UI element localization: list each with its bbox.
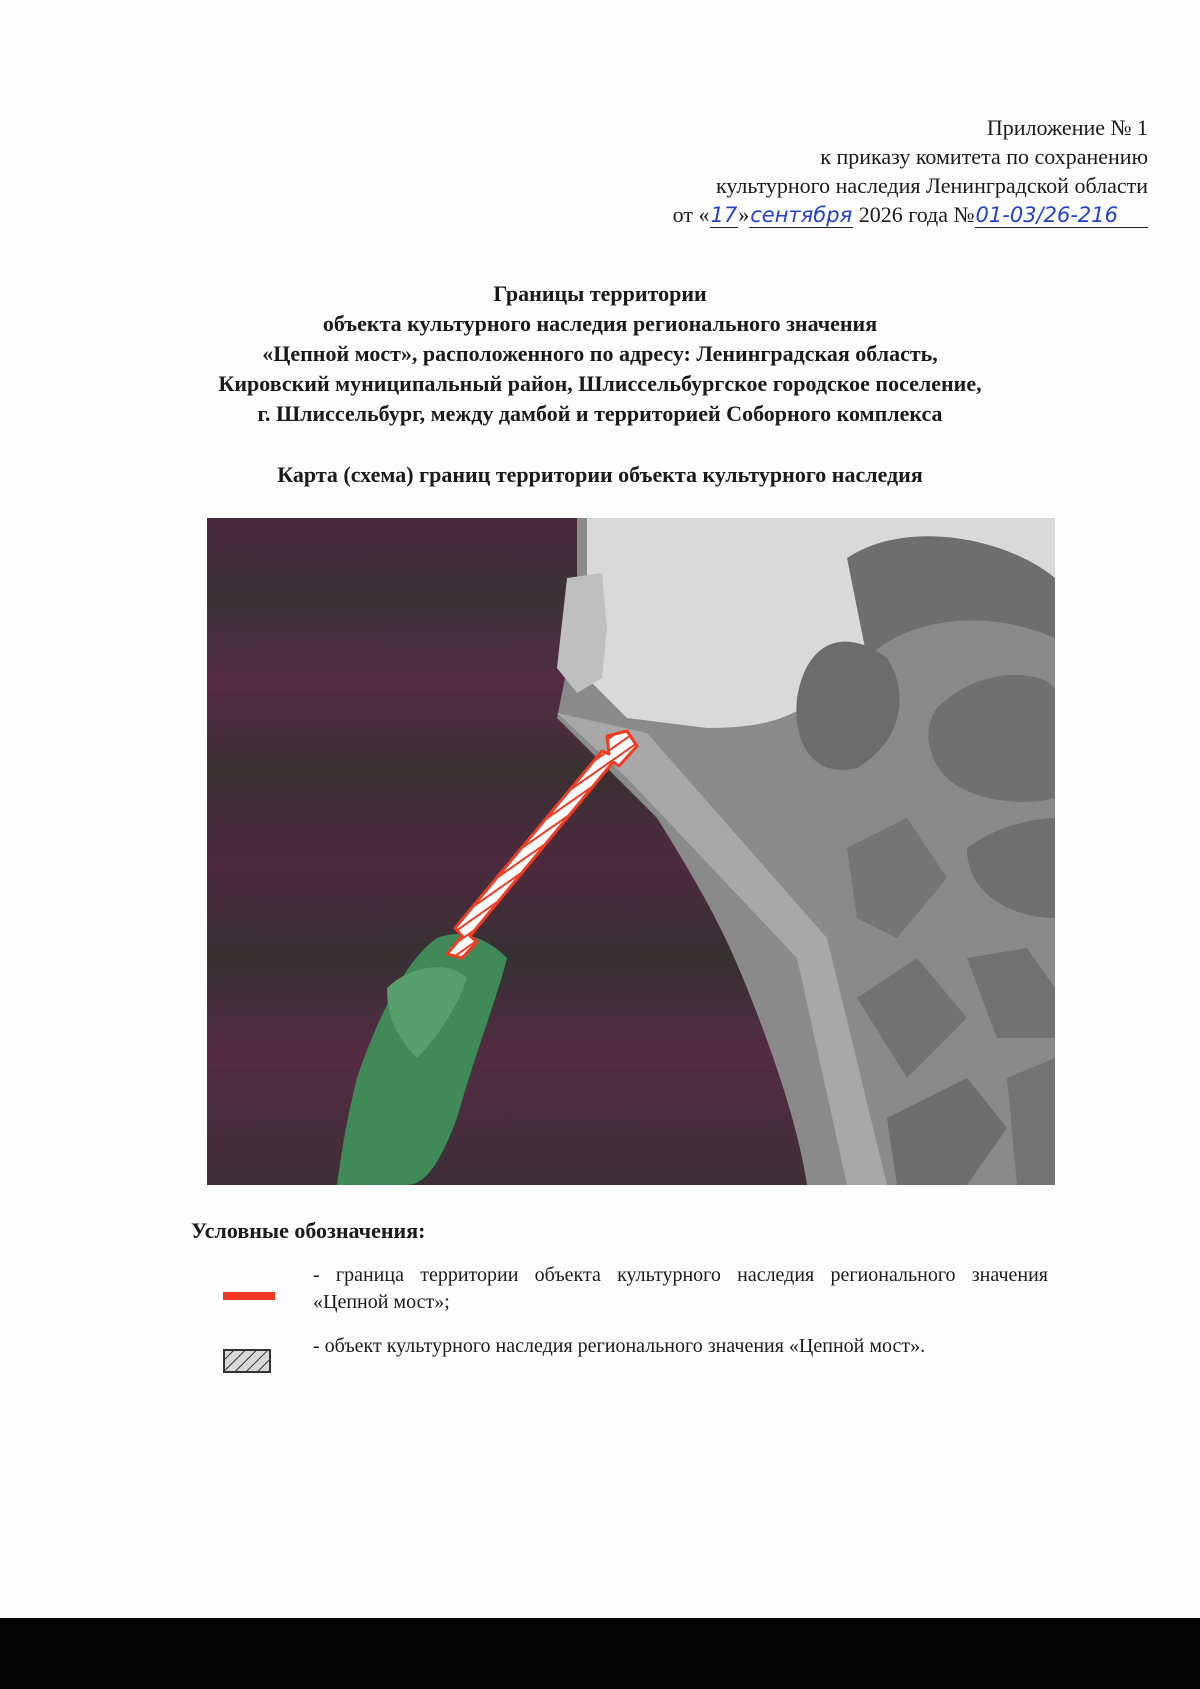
title-line-5: г. Шлиссельбург, между дамбой и территорией Соборного комплекса [257, 401, 943, 426]
legend-title: Условные обозначения: [191, 1218, 426, 1243]
legend-boundary-text: - граница территории объекта культурного наследия регионального значения «Цепной мост»; [313, 1264, 1048, 1313]
date-mid: » [738, 202, 750, 227]
title-line-3: «Цепной мост», расположенного по адресу: Ленинградская область, [262, 341, 938, 366]
appendix-header [673, 113, 1148, 230]
title-line-1: Границы территории [493, 281, 707, 306]
title-line-2: объекта культурного наследия регионального значения [322, 311, 878, 336]
map-title: Карта (схема) границ территории объекта культурного наследия [277, 462, 923, 487]
appendix-order-line: к приказу комитета по сохранению [820, 144, 1148, 169]
red-line-symbol [223, 1292, 275, 1300]
legend-object-text: - объект культурного наследия регионального значения «Цепной мост». [313, 1335, 926, 1357]
date-year: 2026 года № [858, 202, 975, 227]
scan-bottom-edge [0, 1618, 1200, 1689]
document-title [0, 279, 1200, 429]
order-number: 01-03/26-216 [975, 203, 1148, 228]
date-month: сентября [750, 203, 853, 227]
appendix-date-line [673, 200, 1148, 230]
hatched-box-symbol [223, 1349, 271, 1373]
date-prefix: от « [672, 202, 710, 227]
satellite-map [207, 518, 1055, 1185]
appendix-committee-line: культурного наследия Ленинградской области [716, 173, 1148, 198]
legend-item-boundary [223, 1262, 1048, 1322]
map-svg [207, 518, 1055, 1185]
legend-item-object [223, 1333, 1048, 1393]
appendix-number: Приложение № 1 [986, 115, 1148, 140]
date-day: 17 [710, 203, 738, 227]
title-line-4: Кировский муниципальный район, Шлиссельбургское городское поселение, [218, 371, 982, 396]
